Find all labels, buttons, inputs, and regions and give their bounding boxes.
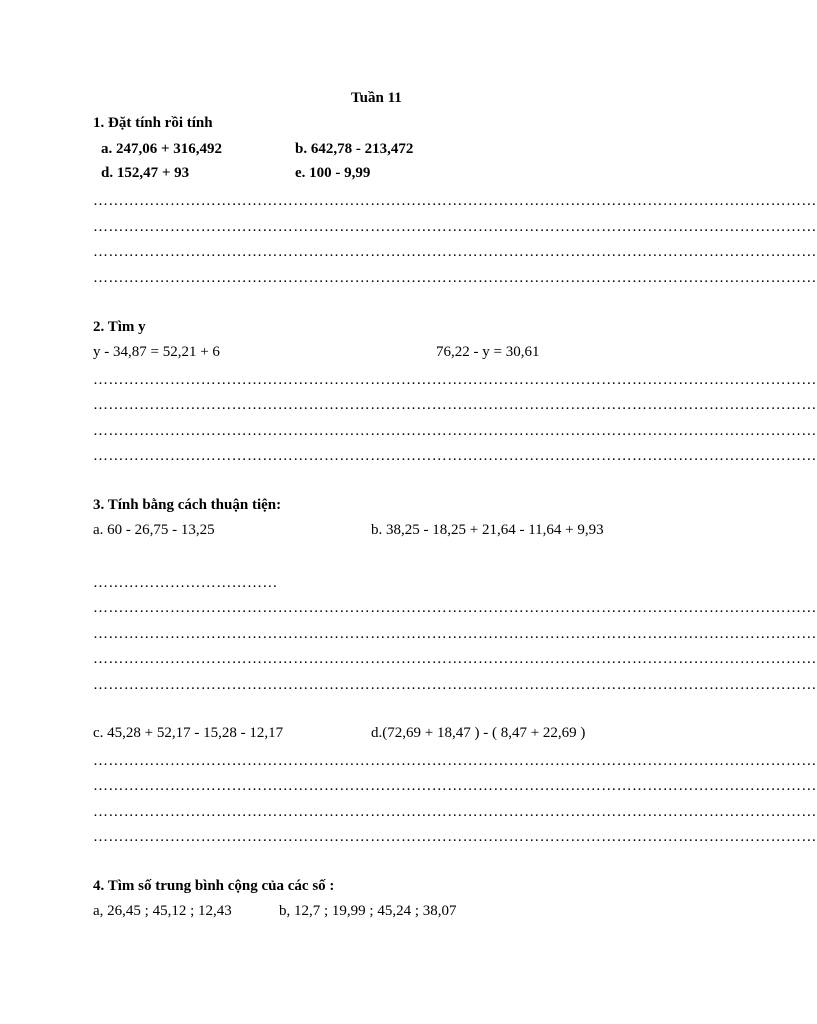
answer-line: …………………………………………………………………………………………………………………………… <box>93 244 817 260</box>
section1-item-a: a. 247,06 + 316,492 <box>101 141 223 157</box>
section3-item-c: c. 45,28 + 52,17 - 15,28 - 12,17 <box>93 725 284 741</box>
answer-line: …………………………………………………………………………………………………………………………… <box>93 193 817 209</box>
answer-line: …………………………………………………………………………………………………………………………… <box>93 804 817 820</box>
page-title: Tuần 11 <box>351 90 402 106</box>
section1-item-d: d. 152,47 + 93 <box>101 165 190 181</box>
section3-heading: 3. Tính bằng cách thuận tiện: <box>93 497 282 513</box>
answer-line: …………………………………………………………………………………………………………………………… <box>93 600 817 616</box>
answer-line: …………………………………………………………………………………………………………………………… <box>93 448 817 464</box>
answer-line: …………………………………………………………………………………………………………………………… <box>93 778 817 794</box>
section1-item-b: b. 642,78 - 213,472 <box>295 141 414 157</box>
answer-line: …………………………………………………………………………………………………………………………… <box>93 677 817 693</box>
section1-item-e: e. 100 - 9,99 <box>295 165 371 181</box>
section3-item-d: d.(72,69 + 18,47 ) - ( 8,47 + 22,69 ) <box>371 725 586 741</box>
answer-line: …………………………………………………………………………………………………………………………… <box>93 219 817 235</box>
section1-heading: 1. Đặt tính rồi tính <box>93 115 213 131</box>
answer-line: …………………………………………………………………………………………………………………………… <box>93 372 817 388</box>
section2-equation-1: y - 34,87 = 52,21 + 6 <box>93 344 220 360</box>
answer-line: …………………………………………………………………………………………………………………………… <box>93 829 817 845</box>
answer-line: …………………………………………………………………………………………………………………………… <box>93 270 817 286</box>
section3-item-b: b. 38,25 - 18,25 + 21,64 - 11,64 + 9,93 <box>371 522 604 538</box>
section2-equation-2: 76,22 - y = 30,61 <box>436 344 540 360</box>
section2-heading: 2. Tìm y <box>93 319 146 335</box>
answer-line: …………………………………………………………………………………………………………………………… <box>93 626 817 642</box>
section4-item-a: a, 26,45 ; 45,12 ; 12,43 <box>93 903 232 919</box>
short-answer-line: ……………………………… <box>93 575 278 591</box>
section4-heading: 4. Tìm số trung bình cộng của các số : <box>93 878 335 894</box>
section3-item-a: a. 60 - 26,75 - 13,25 <box>93 522 215 538</box>
answer-line: …………………………………………………………………………………………………………………………… <box>93 651 817 667</box>
section4-item-b: b, 12,7 ; 19,99 ; 45,24 ; 38,07 <box>279 903 457 919</box>
answer-line: …………………………………………………………………………………………………………………………… <box>93 397 817 413</box>
answer-line: …………………………………………………………………………………………………………………………… <box>93 423 817 439</box>
answer-line: …………………………………………………………………………………………………………………………… <box>93 753 817 769</box>
